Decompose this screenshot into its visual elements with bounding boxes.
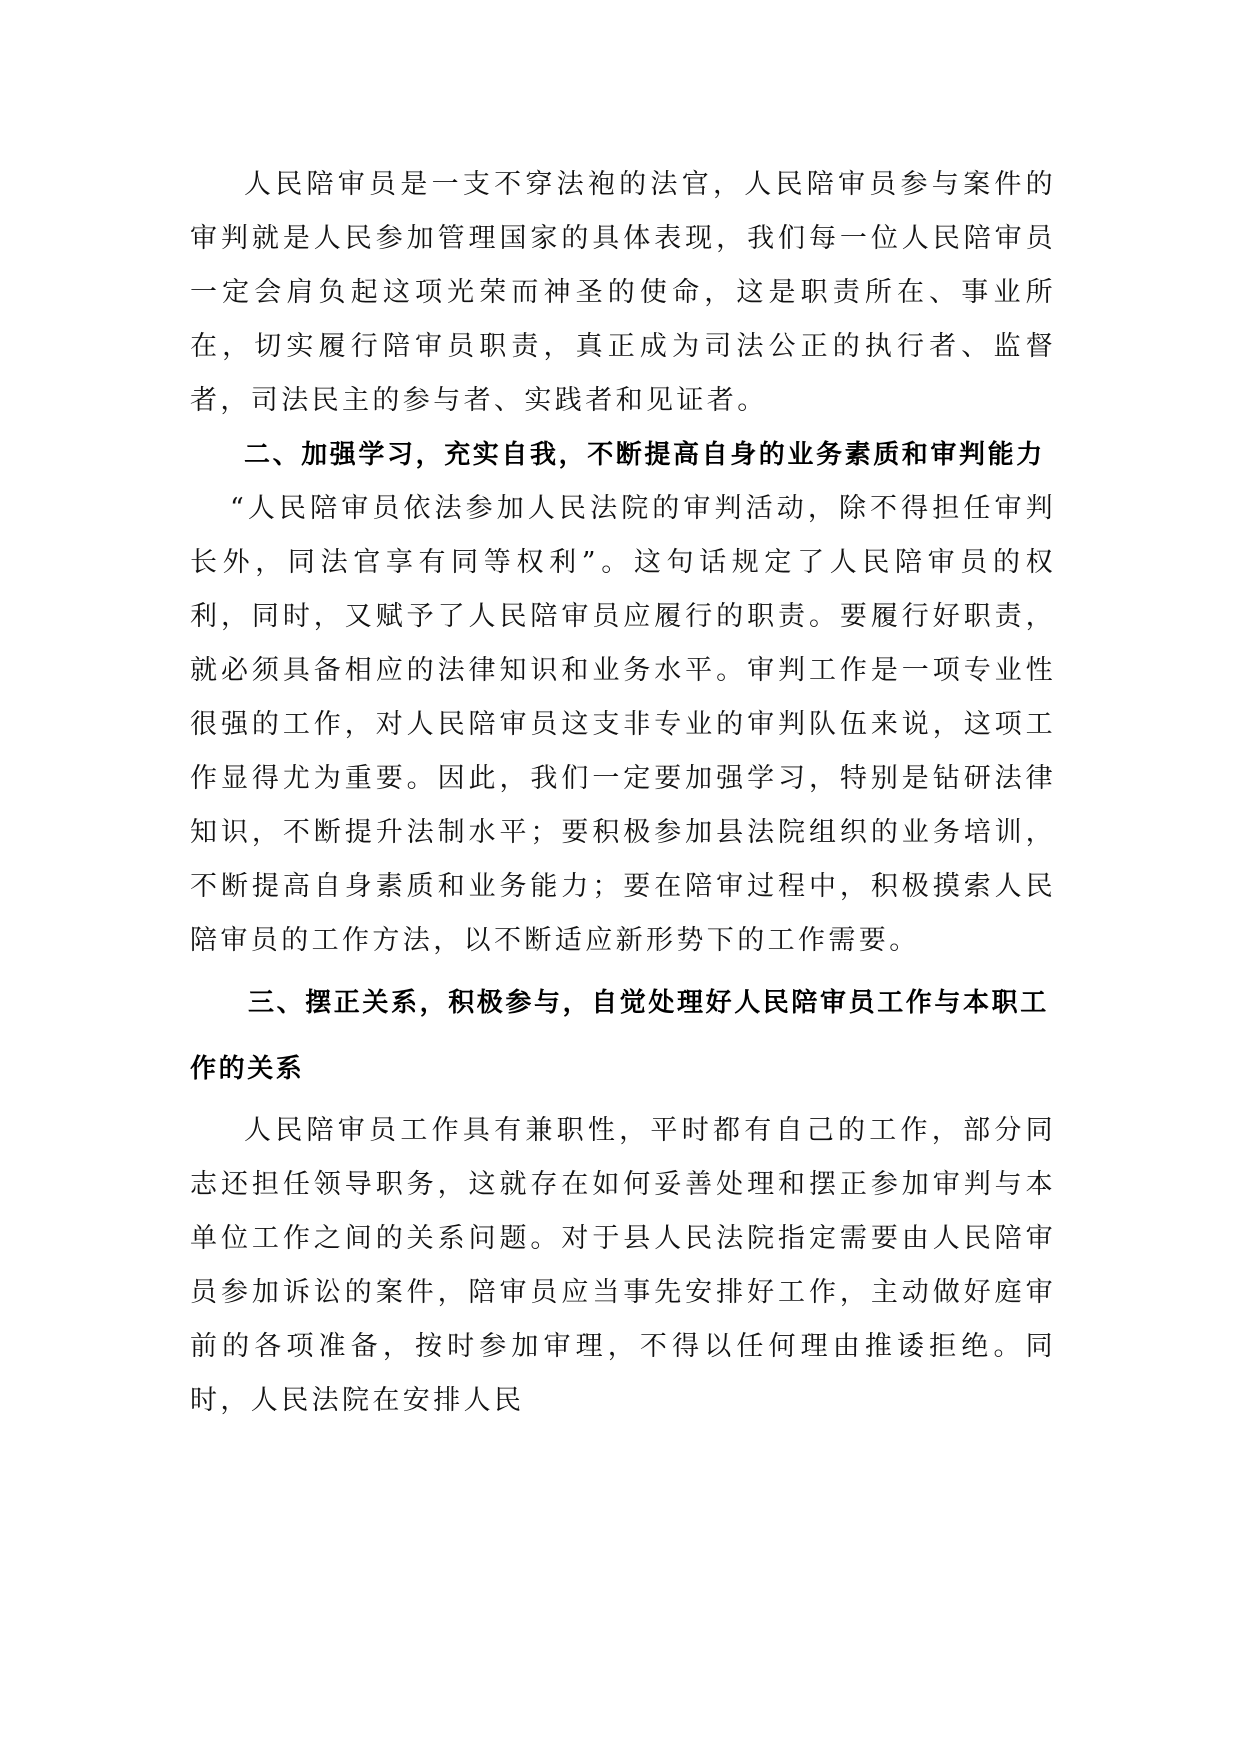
section-heading-three: 三、摆正关系，积极参与，自觉处理好人民陪审员工作与本职工作的关系 bbox=[190, 988, 1049, 1084]
paragraph-study: “人民陪审员依法参加人民法院的审判活动，除不得担任审判长外，同法官享有同等权利”。这句话规定了人民陪审员的权利，同时，又赋予了人民陪审员应履行的职责。要履行好职责，就必须具备相应的法律知识和业务水平。审判工作是一项专业性很强的工作，对人民陪审员这支非专业的审判队伍来说，这项工作显得尤为重要。因此，我们一定要加强学习，特别是钻研法律知识，不断提升法制水平；要积极参加县法院组织的业务培训，不断提高自身素质和业务能力；要在陪审过程中，积极摸索人民陪审员的工作方法，以不断适应新形势下的工作需要。 bbox=[190, 493, 1056, 956]
paragraph-relationship: 人民陪审员工作具有兼职性，平时都有自己的工作，部分同志还担任领导职务，这就存在如何妥善处理和摆正参加审判与本单位工作之间的关系问题。对于县人民法院指定需要由人民陪审员参加诉讼的案件，陪审员应当事先安排好工作，主动做好庭审前的各项准备，按时参加审理，不得以任何理由推诿拒绝。同时，人民法院在安排人民 bbox=[190, 1115, 1056, 1416]
paragraph-jurors-role: 人民陪审员是一支不穿法袍的法官，人民陪审员参与案件的审判就是人民参加管理国家的具体表现，我们每一位人民陪审员一定会肩负起这项光荣而神圣的使命，这是职责所在、事业所在，切实履行陪审员职责，真正成为司法公正的执行者、监督者，司法民主的参与者、实践者和见证者。 bbox=[190, 169, 1056, 416]
section-heading-two: 二、加强学习，充实自我，不断提高自身的业务素质和审判能力 bbox=[244, 440, 1045, 470]
document-body bbox=[190, 158, 1056, 1428]
